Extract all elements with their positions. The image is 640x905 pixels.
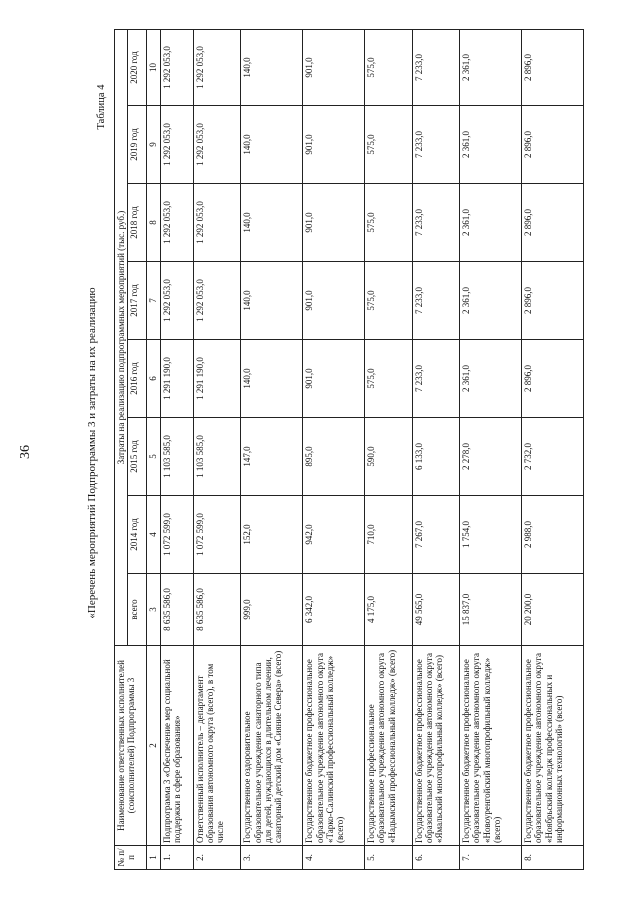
row-year-value-cell: 152,0 [241, 496, 303, 574]
row-year-value-cell: 575,0 [365, 340, 412, 418]
col-year-header: 2020 год [128, 30, 147, 106]
row-year-value-cell: 575,0 [365, 106, 412, 184]
row-year-value-cell: 575,0 [365, 30, 412, 106]
table-container [114, 30, 584, 870]
table-row [193, 30, 240, 870]
row-name-cell: Государственное бюджетное профессиональное образовательное учреждение автономного округа «Ямальский многопрофильный колледж» (всего) [412, 646, 459, 846]
row-total-cell: 20 200,0 [522, 574, 584, 646]
row-number-cell: 4. [303, 846, 365, 870]
row-year-value-cell: 1 754,0 [460, 496, 522, 574]
col-number: 1 [147, 846, 160, 870]
col-number: 9 [147, 106, 160, 184]
row-year-value-cell: 1 292 053,0 [193, 106, 240, 184]
col-year-header: 2014 год [128, 496, 147, 574]
row-total-cell: 15 837,0 [460, 574, 522, 646]
row-year-value-cell: 7 267,0 [412, 496, 459, 574]
col-number: 2 [147, 646, 160, 846]
page-number: 36 [18, 445, 33, 459]
col-year-header: 2015 год [128, 418, 147, 496]
row-year-value-cell: 2 361,0 [460, 184, 522, 262]
col-number: 7 [147, 262, 160, 340]
col-number: 8 [147, 184, 160, 262]
row-number-cell: 3. [241, 846, 303, 870]
row-year-value-cell: 942,0 [303, 496, 365, 574]
row-year-value-cell: 2 896,0 [522, 340, 584, 418]
col-total-header: всего [128, 574, 147, 646]
row-number-cell: 8. [522, 846, 584, 870]
heading-container [75, 244, 115, 664]
row-year-value-cell: 2 896,0 [522, 30, 584, 106]
row-year-value-cell: 710,0 [365, 496, 412, 574]
row-year-value-cell: 6 133,0 [412, 418, 459, 496]
costs-header: Затраты на реализацию подпрограммных мероприятий (тыс. руб.) [115, 30, 128, 646]
row-year-value-cell: 590,0 [365, 418, 412, 496]
row-name-cell: Государственное бюджетное профессиональное образовательное учреждение автономного округа «Новоуренгойский многопрофильный колледж» (всего) [460, 646, 522, 846]
row-total-cell: 8 635 586,0 [160, 574, 193, 646]
col-year-header: 2018 год [128, 184, 147, 262]
row-year-value-cell: 1 292 053,0 [193, 262, 240, 340]
col-no-header: № п/п [115, 846, 147, 870]
row-name-cell: Государственное профессиональное образовательное учреждение автономного округа «Надымский профессиональный колледж» (всего) [365, 646, 412, 846]
row-year-value-cell: 140,0 [241, 106, 303, 184]
row-year-value-cell: 7 233,0 [412, 30, 459, 106]
col-name-header: Наименование ответственных исполнителей (соисполнителей) Подпрограммы 3 [115, 646, 147, 846]
row-name-cell: Государственное бюджетное профессиональное образовательное учреждение автономного округа «Ноябрьский колледж профессиональных и информационных технологий» (всего) [522, 646, 584, 846]
row-year-value-cell: 2 896,0 [522, 106, 584, 184]
row-year-value-cell: 7 233,0 [412, 262, 459, 340]
document-heading: «Перечень мероприятий Подпрограммы 3 и затраты на их реализацию [86, 287, 98, 619]
table-row [160, 30, 193, 870]
table-row [303, 30, 365, 870]
row-number-cell: 1. [160, 846, 193, 870]
row-name-cell: Государственное бюджетное профессиональное образовательное учреждение автономного округа «Тарко-Салинский профессиональный колледж» (всего) [303, 646, 365, 846]
row-year-value-cell: 2 361,0 [460, 340, 522, 418]
row-year-value-cell: 1 292 053,0 [160, 106, 193, 184]
row-number-cell: 6. [412, 846, 459, 870]
row-year-value-cell: 901,0 [303, 106, 365, 184]
row-number-cell: 2. [193, 846, 240, 870]
row-year-value-cell: 7 233,0 [412, 340, 459, 418]
row-year-value-cell: 1 292 053,0 [160, 262, 193, 340]
row-year-value-cell: 2 988,0 [522, 496, 584, 574]
column-number-row [147, 30, 160, 870]
row-year-value-cell: 2 278,0 [460, 418, 522, 496]
table-row [241, 30, 303, 870]
row-year-value-cell: 575,0 [365, 262, 412, 340]
row-year-value-cell: 7 233,0 [412, 106, 459, 184]
row-name-cell: Ответственный исполнитель – департамент образования автономного округа (всего), в том числе [193, 646, 240, 846]
header-row-main [115, 30, 128, 870]
col-number: 4 [147, 496, 160, 574]
row-total-cell: 6 342,0 [303, 574, 365, 646]
table-label: Таблица 4 [96, 84, 107, 130]
col-number: 10 [147, 30, 160, 106]
row-year-value-cell: 1 072 599,0 [160, 496, 193, 574]
row-year-value-cell: 2 361,0 [460, 106, 522, 184]
col-year-header: 2017 год [128, 262, 147, 340]
row-year-value-cell: 1 291 190,0 [160, 340, 193, 418]
row-year-value-cell: 2 896,0 [522, 262, 584, 340]
row-year-value-cell: 895,0 [303, 418, 365, 496]
row-number-cell: 5. [365, 846, 412, 870]
row-year-value-cell: 575,0 [365, 184, 412, 262]
row-year-value-cell: 1 291 190,0 [193, 340, 240, 418]
row-total-cell: 49 565,0 [412, 574, 459, 646]
row-number-cell: 7. [460, 846, 522, 870]
row-year-value-cell: 140,0 [241, 184, 303, 262]
row-year-value-cell: 7 233,0 [412, 184, 459, 262]
table-row [460, 30, 522, 870]
table-row [412, 30, 459, 870]
col-number: 6 [147, 340, 160, 418]
row-year-value-cell: 1 103 585,0 [160, 418, 193, 496]
row-year-value-cell: 901,0 [303, 340, 365, 418]
row-year-value-cell: 2 896,0 [522, 184, 584, 262]
row-year-value-cell: 1 292 053,0 [160, 30, 193, 106]
table-row [365, 30, 412, 870]
table-row [522, 30, 584, 870]
col-number: 5 [147, 418, 160, 496]
rotated-table-frame [114, 30, 584, 870]
row-year-value-cell: 2 361,0 [460, 262, 522, 340]
row-year-value-cell: 1 292 053,0 [160, 184, 193, 262]
row-name-cell: Государственное оздоровительное образовательное учреждение санаторного типа для детей, нуждающихся в длительном лечении, санаторный детский дом «Сияние Севера» (всего) [241, 646, 303, 846]
row-year-value-cell: 147,0 [241, 418, 303, 496]
col-number: 3 [147, 574, 160, 646]
row-year-value-cell: 2 732,0 [522, 418, 584, 496]
row-year-value-cell: 2 361,0 [460, 30, 522, 106]
row-year-value-cell: 140,0 [241, 30, 303, 106]
row-name-cell: Подпрограмма 3 «Обеспечение мер социальной поддержки в сфере образования» [160, 646, 193, 846]
row-year-value-cell: 140,0 [241, 262, 303, 340]
row-year-value-cell: 140,0 [241, 340, 303, 418]
table-head [115, 30, 161, 870]
row-total-cell: 999,0 [241, 574, 303, 646]
row-year-value-cell: 1 292 053,0 [193, 30, 240, 106]
row-year-value-cell: 901,0 [303, 30, 365, 106]
col-year-header: 2019 год [128, 106, 147, 184]
row-total-cell: 4 175,0 [365, 574, 412, 646]
row-year-value-cell: 1 103 585,0 [193, 418, 240, 496]
costs-table [114, 29, 584, 870]
row-total-cell: 8 635 586,0 [193, 574, 240, 646]
row-year-value-cell: 1 072 599,0 [193, 496, 240, 574]
table-body [160, 30, 583, 870]
col-year-header: 2016 год [128, 340, 147, 418]
row-year-value-cell: 901,0 [303, 184, 365, 262]
row-year-value-cell: 1 292 053,0 [193, 184, 240, 262]
row-year-value-cell: 901,0 [303, 262, 365, 340]
